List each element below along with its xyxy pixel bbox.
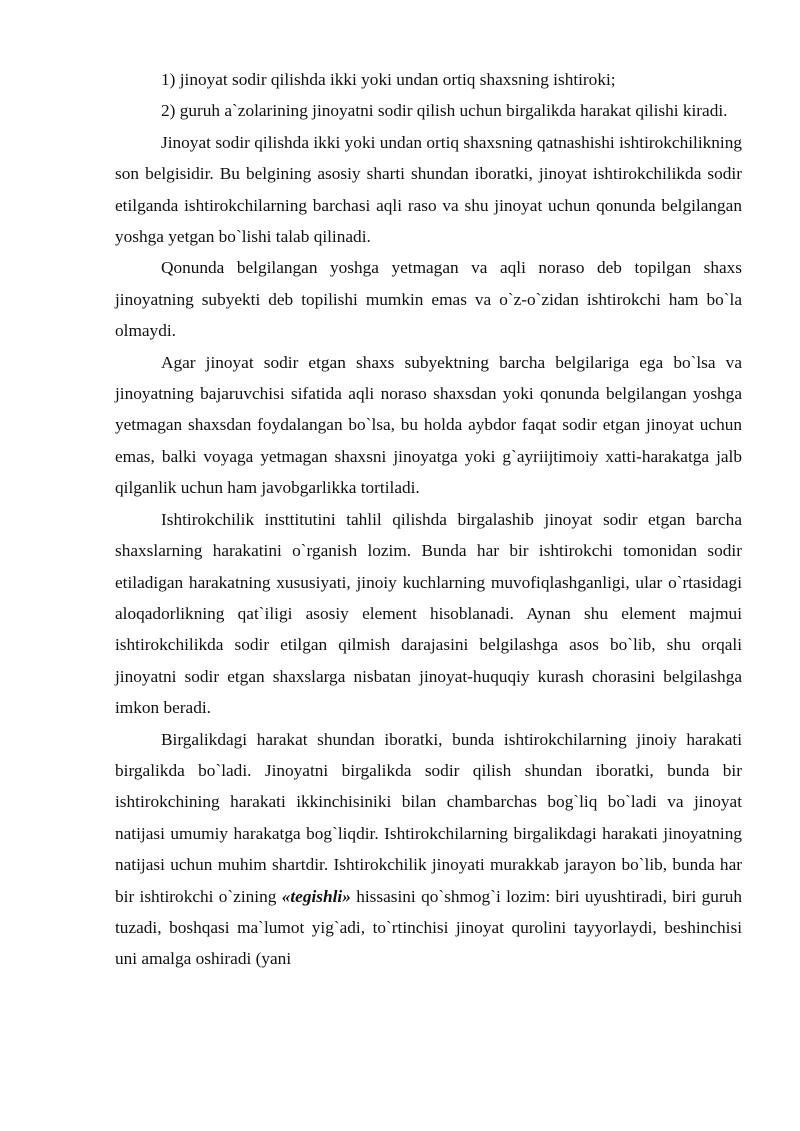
paragraph-6: Ishtirokchilik insttitutini tahlil qilishda birgalashib jinoyat sodir etgan barcha shaxslarning harakatini o`rganish lozim. Bunda har bir ishtirokchi tomonidan sodir etiladigan harakatning xususiyati, jinoiy kuchlarning muvofiqlashganligi, ular o`rtasidagi aloqadorlikning qat`iligi asosiy element hisoblanadi. Aynan shu element majmui ishtirokchilikda sodir etilgan qilmish darajasini belgilashga asos bo`lib, shu orqali jinoyatni sodir etgan shaxslarga nisbatan jinoyat-huquqiy kurash chorasini belgilashga imkon beradi. [115, 509, 742, 718]
emphasized-term: «tegishli» [281, 886, 351, 906]
paragraph-7-text-a: Birgalikdagi harakat shundan iboratki, bunda ishtirokchilarning jinoiy harakati birgalikda bo`ladi. Jinoyatni birgalikda sodir qilish shundan iboratki, bunda bir ishtirokchining harakati ikkinchisiniki bilan chambarchas bog`liq bo`ladi va jinoyat natijasi umumiy harakatga bog`liqdir. Ishtirokchilarning birgalikdagi harakati jinoyatning natijasi uchun muhim shartdir. Ishtirokchilik jinoyati murakkab jarayon bo`lib, bunda har bir ishtirokchi o`zining [115, 729, 742, 906]
paragraph-7-text-b: hissasini qo`shmog`i lozim: biri uyushtiradi, biri guruh tuzadi, boshqasi ma`lumot yig`adi, to`rtinchisi jinoyat qurolini tayyorlaydi, beshinchisi uni amalga oshiradi (yani [115, 886, 742, 969]
paragraph-4: Qonunda belgilangan yoshga yetmagan va aqli noraso deb topilgan shaxs jinoyatning subyekti deb topilishi mumkin emas va o`z-o`zidan ishtirokchi ham bo`la olmaydi. [115, 258, 742, 341]
document-page [115, 64, 742, 975]
paragraph-2: 2) guruh a`zolarining jinoyatni sodir qilish uchun birgalikda harakat qilishi kiradi. [161, 101, 728, 121]
paragraph-3: Jinoyat sodir qilishda ikki yoki undan ortiq shaxsning qatnashishi ishtirokchilikning son belgisidir. Bu belgining asosiy sharti shundan iboratki, jinoyat ishtirokchilikda sodir etilganda ishtirokchilarning barchasi aqli raso va shu jinoyat uchun qonunda belgilangan yoshga yetgan bo`lishi talab qilinadi. [115, 132, 742, 247]
paragraph-7 [115, 724, 742, 975]
paragraph-1: 1) jinoyat sodir qilishda ikki yoki undan ortiq shaxsning ishtiroki; [161, 70, 616, 89]
paragraph-5: Agar jinoyat sodir etgan shaxs subyektning barcha belgilariga ega bo`lsa va jinoyatning bajaruvchisi sifatida aqli noraso shaxsdan yoki qonunda belgilangan yoshga yetmagan shaxsdan foydalangan bo`lsa, bu holda aybdor faqat sodir etgan jinoyat uchun emas, balki voyaga yetmagan shaxsni jinoyatga yoki g`ayriijtimoiy xatti-harakatga jalb qilganlik uchun ham javobgarlikka tortiladi. [115, 352, 742, 498]
